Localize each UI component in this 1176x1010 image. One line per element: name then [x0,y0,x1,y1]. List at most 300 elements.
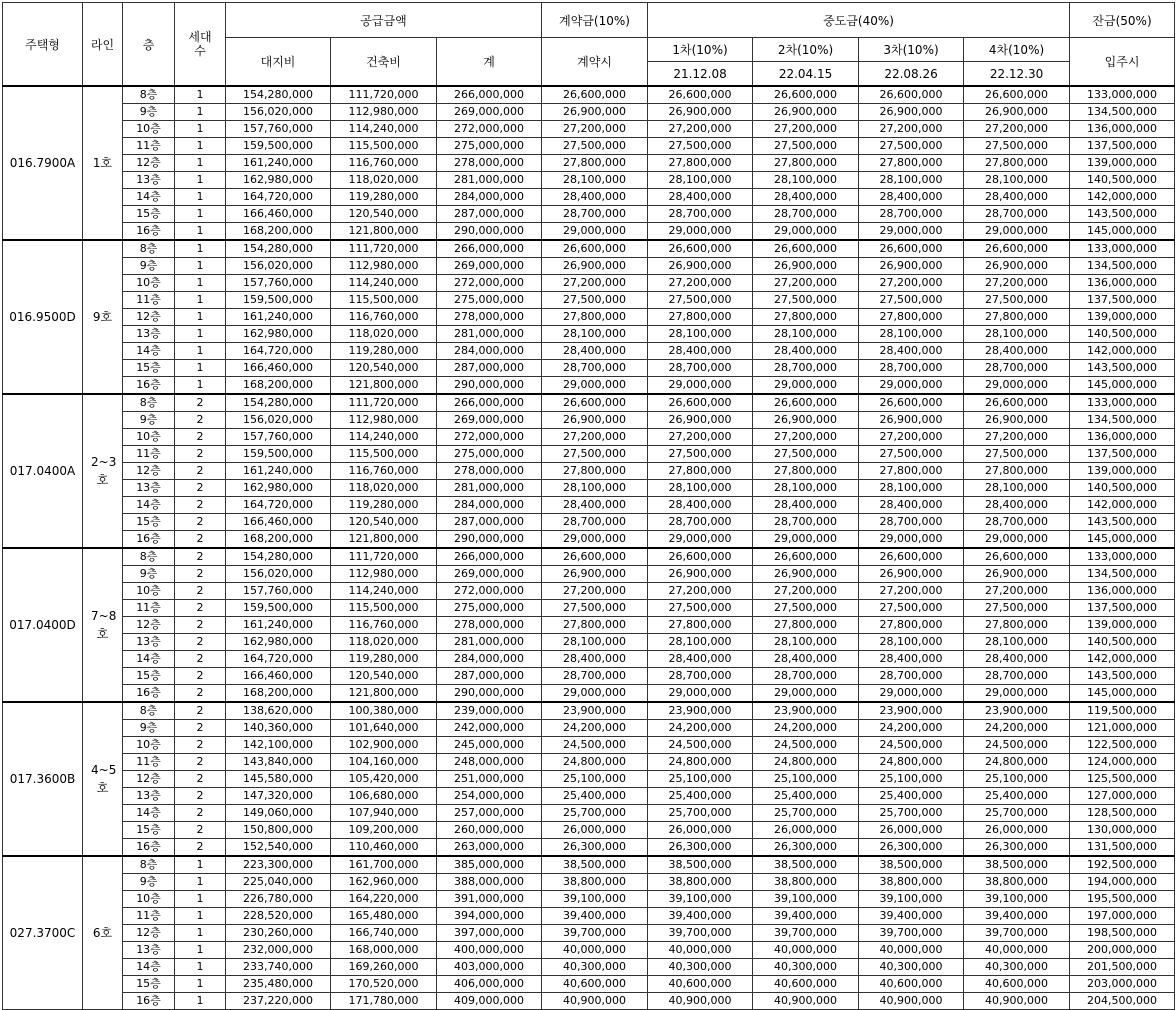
middle3-cell: 27,800,000 [859,617,964,634]
balance-cell: 204,500,000 [1070,993,1175,1010]
land-cell: 235,480,000 [226,976,331,993]
house-type-cell: 017.0400D [3,548,83,702]
middle3-cell: 23,900,000 [859,702,964,720]
middle1-cell: 25,700,000 [648,805,753,822]
deposit-cell: 39,400,000 [542,908,648,925]
middle4-cell: 29,000,000 [964,377,1070,395]
balance-cell: 137,500,000 [1070,446,1175,463]
building-cell: 111,720,000 [331,548,437,566]
total-cell: 266,000,000 [437,240,542,258]
line-label: 2~3호 [91,455,117,487]
units-cell: 2 [175,634,226,651]
land-cell: 149,060,000 [226,805,331,822]
middle1-cell: 39,100,000 [648,891,753,908]
land-cell: 147,320,000 [226,788,331,805]
middle2-cell: 40,000,000 [753,942,859,959]
header-supply: 공급금액 [226,3,542,38]
units-cell: 2 [175,668,226,685]
land-cell: 164,720,000 [226,497,331,514]
middle1-cell: 27,800,000 [648,155,753,172]
middle3-cell: 26,300,000 [859,839,964,857]
land-cell: 230,260,000 [226,925,331,942]
building-cell: 110,460,000 [331,839,437,857]
middle4-cell: 40,600,000 [964,976,1070,993]
table-row [3,908,1175,925]
table-row [3,822,1175,839]
building-cell: 116,760,000 [331,309,437,326]
land-cell: 140,360,000 [226,720,331,737]
units-cell: 2 [175,548,226,566]
middle1-cell: 28,100,000 [648,634,753,651]
middle2-cell: 40,600,000 [753,976,859,993]
units-cell: 2 [175,771,226,788]
total-cell: 287,000,000 [437,360,542,377]
middle2-cell: 27,800,000 [753,309,859,326]
middle3-cell: 40,900,000 [859,993,964,1010]
total-cell: 284,000,000 [437,651,542,668]
middle1-cell: 28,100,000 [648,480,753,497]
building-cell: 105,420,000 [331,771,437,788]
deposit-cell: 38,800,000 [542,874,648,891]
deposit-cell: 29,000,000 [542,531,648,549]
building-cell: 120,540,000 [331,514,437,531]
middle3-cell: 29,000,000 [859,377,964,395]
total-cell: 275,000,000 [437,292,542,309]
land-cell: 145,580,000 [226,771,331,788]
middle1-cell: 26,900,000 [648,258,753,275]
total-cell: 239,000,000 [437,702,542,720]
middle4-cell: 28,400,000 [964,651,1070,668]
land-cell: 168,200,000 [226,531,331,549]
building-cell: 119,280,000 [331,651,437,668]
middle4-cell: 26,900,000 [964,412,1070,429]
header-d3: 22.08.26 [859,62,964,87]
middle4-cell: 26,900,000 [964,104,1070,121]
balance-cell: 143,500,000 [1070,360,1175,377]
floor-cell: 8층 [123,86,175,104]
deposit-cell: 40,300,000 [542,959,648,976]
table-row [3,651,1175,668]
middle3-cell: 28,100,000 [859,480,964,497]
middle4-cell: 27,500,000 [964,600,1070,617]
table-row [3,531,1175,549]
land-cell: 161,240,000 [226,617,331,634]
middle4-cell: 38,800,000 [964,874,1070,891]
floor-cell: 12층 [123,155,175,172]
floor-cell: 9층 [123,720,175,737]
balance-cell: 142,000,000 [1070,189,1175,206]
balance-cell: 195,500,000 [1070,891,1175,908]
balance-cell: 201,500,000 [1070,959,1175,976]
floor-cell: 13층 [123,634,175,651]
middle1-cell: 38,500,000 [648,856,753,874]
middle2-cell: 25,100,000 [753,771,859,788]
middle2-cell: 40,900,000 [753,993,859,1010]
deposit-cell: 29,000,000 [542,377,648,395]
total-cell: 290,000,000 [437,377,542,395]
middle3-cell: 27,800,000 [859,155,964,172]
total-cell: 278,000,000 [437,617,542,634]
header-units-label: 세대수 [188,30,212,58]
total-cell: 275,000,000 [437,138,542,155]
middle1-cell: 26,900,000 [648,412,753,429]
line-label: 9호 [92,310,113,324]
middle2-cell: 27,200,000 [753,429,859,446]
middle3-cell: 27,200,000 [859,275,964,292]
middle4-cell: 28,100,000 [964,480,1070,497]
total-cell: 269,000,000 [437,566,542,583]
table-row [3,788,1175,805]
deposit-cell: 38,500,000 [542,856,648,874]
deposit-cell: 24,500,000 [542,737,648,754]
header-balance-sub: 입주시 [1070,38,1175,87]
balance-cell: 133,000,000 [1070,86,1175,104]
total-cell: 260,000,000 [437,822,542,839]
units-cell: 1 [175,86,226,104]
middle4-cell: 27,200,000 [964,121,1070,138]
table-row [3,548,1175,566]
header-land: 대지비 [226,38,331,87]
middle4-cell: 26,900,000 [964,258,1070,275]
building-cell: 166,740,000 [331,925,437,942]
total-cell: 272,000,000 [437,275,542,292]
floor-cell: 9층 [123,258,175,275]
middle1-cell: 27,200,000 [648,583,753,600]
middle3-cell: 27,500,000 [859,600,964,617]
middle4-cell: 24,500,000 [964,737,1070,754]
middle3-cell: 28,100,000 [859,326,964,343]
header-d2: 22.04.15 [753,62,859,87]
total-cell: 278,000,000 [437,155,542,172]
land-cell: 157,760,000 [226,429,331,446]
building-cell: 107,940,000 [331,805,437,822]
middle4-cell: 27,800,000 [964,463,1070,480]
building-cell: 168,000,000 [331,942,437,959]
middle3-cell: 39,100,000 [859,891,964,908]
middle2-cell: 28,400,000 [753,189,859,206]
middle2-cell: 28,700,000 [753,668,859,685]
middle1-cell: 28,400,000 [648,497,753,514]
middle1-cell: 27,500,000 [648,292,753,309]
units-cell: 2 [175,788,226,805]
balance-cell: 137,500,000 [1070,292,1175,309]
middle4-cell: 28,700,000 [964,206,1070,223]
land-cell: 159,500,000 [226,138,331,155]
land-cell: 156,020,000 [226,412,331,429]
land-cell: 138,620,000 [226,702,331,720]
units-cell: 1 [175,292,226,309]
total-cell: 272,000,000 [437,583,542,600]
middle2-cell: 25,400,000 [753,788,859,805]
building-cell: 120,540,000 [331,360,437,377]
land-cell: 223,300,000 [226,856,331,874]
middle3-cell: 26,600,000 [859,240,964,258]
deposit-cell: 40,000,000 [542,942,648,959]
deposit-cell: 26,900,000 [542,258,648,275]
middle3-cell: 26,600,000 [859,394,964,412]
middle2-cell: 29,000,000 [753,531,859,549]
table-row [3,412,1175,429]
middle4-cell: 28,400,000 [964,189,1070,206]
units-cell: 1 [175,309,226,326]
deposit-cell: 26,900,000 [542,412,648,429]
land-cell: 154,280,000 [226,240,331,258]
table-row [3,86,1175,104]
middle1-cell: 28,100,000 [648,326,753,343]
deposit-cell: 39,100,000 [542,891,648,908]
land-cell: 159,500,000 [226,292,331,309]
middle1-cell: 28,700,000 [648,360,753,377]
units-cell: 1 [175,223,226,241]
middle2-cell: 26,000,000 [753,822,859,839]
middle1-cell: 28,400,000 [648,343,753,360]
middle1-cell: 26,300,000 [648,839,753,857]
middle4-cell: 39,700,000 [964,925,1070,942]
balance-cell: 142,000,000 [1070,497,1175,514]
middle1-cell: 28,700,000 [648,668,753,685]
line-cell [83,394,123,548]
deposit-cell: 28,100,000 [542,172,648,189]
building-cell: 115,500,000 [331,138,437,155]
middle4-cell: 27,800,000 [964,617,1070,634]
floor-cell: 13층 [123,172,175,189]
middle3-cell: 28,700,000 [859,514,964,531]
total-cell: 278,000,000 [437,463,542,480]
middle1-cell: 27,800,000 [648,617,753,634]
middle3-cell: 26,900,000 [859,104,964,121]
middle3-cell: 26,900,000 [859,258,964,275]
middle2-cell: 28,700,000 [753,360,859,377]
building-cell: 116,760,000 [331,463,437,480]
middle1-cell: 24,200,000 [648,720,753,737]
deposit-cell: 25,700,000 [542,805,648,822]
building-cell: 114,240,000 [331,121,437,138]
middle2-cell: 24,500,000 [753,737,859,754]
middle3-cell: 25,400,000 [859,788,964,805]
middle3-cell: 26,000,000 [859,822,964,839]
middle2-cell: 27,200,000 [753,583,859,600]
floor-cell: 14층 [123,343,175,360]
table-row [3,942,1175,959]
units-cell: 1 [175,942,226,959]
middle3-cell: 27,500,000 [859,292,964,309]
deposit-cell: 27,800,000 [542,309,648,326]
units-cell: 1 [175,874,226,891]
table-row [3,206,1175,223]
middle2-cell: 28,400,000 [753,497,859,514]
balance-cell: 136,000,000 [1070,275,1175,292]
middle3-cell: 26,900,000 [859,412,964,429]
price-table [2,2,1175,1010]
total-cell: 245,000,000 [437,737,542,754]
header-building: 건축비 [331,38,437,87]
middle1-cell: 38,800,000 [648,874,753,891]
line-label: 6호 [92,926,113,940]
balance-cell: 145,000,000 [1070,223,1175,241]
floor-cell: 12층 [123,617,175,634]
balance-cell: 139,000,000 [1070,617,1175,634]
middle4-cell: 24,200,000 [964,720,1070,737]
header-m1: 1차(10%) [648,38,753,62]
balance-cell: 131,500,000 [1070,839,1175,857]
units-cell: 1 [175,155,226,172]
deposit-cell: 26,000,000 [542,822,648,839]
house-type-cell: 016.7900A [3,86,83,240]
middle3-cell: 28,100,000 [859,172,964,189]
building-cell: 169,260,000 [331,959,437,976]
middle1-cell: 27,500,000 [648,600,753,617]
middle3-cell: 27,500,000 [859,446,964,463]
balance-cell: 198,500,000 [1070,925,1175,942]
table-row [3,925,1175,942]
middle1-cell: 26,900,000 [648,104,753,121]
table-row [3,720,1175,737]
total-cell: 266,000,000 [437,86,542,104]
header-units [175,3,226,87]
units-cell: 2 [175,446,226,463]
middle2-cell: 28,100,000 [753,634,859,651]
total-cell: 284,000,000 [437,343,542,360]
deposit-cell: 28,700,000 [542,360,648,377]
table-row [3,737,1175,754]
table-row [3,394,1175,412]
middle3-cell: 28,400,000 [859,651,964,668]
middle4-cell: 27,800,000 [964,155,1070,172]
units-cell: 1 [175,908,226,925]
middle2-cell: 38,500,000 [753,856,859,874]
middle1-cell: 26,900,000 [648,566,753,583]
table-row [3,668,1175,685]
building-cell: 120,540,000 [331,668,437,685]
middle4-cell: 26,600,000 [964,394,1070,412]
building-cell: 114,240,000 [331,429,437,446]
floor-cell: 10층 [123,583,175,600]
land-cell: 168,200,000 [226,223,331,241]
land-cell: 164,720,000 [226,189,331,206]
total-cell: 287,000,000 [437,206,542,223]
units-cell: 2 [175,531,226,549]
middle1-cell: 27,500,000 [648,446,753,463]
line-cell [83,86,123,240]
balance-cell: 128,500,000 [1070,805,1175,822]
total-cell: 266,000,000 [437,548,542,566]
deposit-cell: 28,400,000 [542,651,648,668]
table-row [3,805,1175,822]
middle2-cell: 27,500,000 [753,292,859,309]
land-cell: 161,240,000 [226,309,331,326]
balance-cell: 140,500,000 [1070,480,1175,497]
total-cell: 275,000,000 [437,446,542,463]
middle4-cell: 29,000,000 [964,223,1070,241]
floor-cell: 15층 [123,514,175,531]
balance-cell: 133,000,000 [1070,548,1175,566]
balance-cell: 136,000,000 [1070,121,1175,138]
floor-cell: 14층 [123,651,175,668]
table-row [3,514,1175,531]
building-cell: 104,160,000 [331,754,437,771]
land-cell: 161,240,000 [226,155,331,172]
building-cell: 170,520,000 [331,976,437,993]
middle3-cell: 24,200,000 [859,720,964,737]
table-row [3,976,1175,993]
middle1-cell: 28,400,000 [648,189,753,206]
total-cell: 287,000,000 [437,514,542,531]
units-cell: 2 [175,822,226,839]
middle3-cell: 27,800,000 [859,309,964,326]
balance-cell: 130,000,000 [1070,822,1175,839]
middle1-cell: 27,800,000 [648,309,753,326]
floor-cell: 15층 [123,360,175,377]
land-cell: 156,020,000 [226,566,331,583]
deposit-cell: 27,800,000 [542,155,648,172]
middle4-cell: 28,700,000 [964,360,1070,377]
building-cell: 165,480,000 [331,908,437,925]
middle1-cell: 26,600,000 [648,86,753,104]
deposit-cell: 27,200,000 [542,583,648,600]
middle4-cell: 27,800,000 [964,309,1070,326]
middle2-cell: 27,800,000 [753,463,859,480]
table-row [3,343,1175,360]
middle1-cell: 40,600,000 [648,976,753,993]
table-row [3,275,1175,292]
land-cell: 166,460,000 [226,668,331,685]
land-cell: 162,980,000 [226,634,331,651]
total-cell: 290,000,000 [437,223,542,241]
table-row [3,172,1175,189]
units-cell: 2 [175,720,226,737]
middle4-cell: 28,400,000 [964,497,1070,514]
balance-cell: 197,000,000 [1070,908,1175,925]
building-cell: 121,800,000 [331,685,437,703]
middle4-cell: 26,000,000 [964,822,1070,839]
table-row [3,223,1175,241]
deposit-cell: 24,200,000 [542,720,648,737]
deposit-cell: 28,400,000 [542,189,648,206]
balance-cell: 134,500,000 [1070,104,1175,121]
total-cell: 284,000,000 [437,497,542,514]
middle4-cell: 27,500,000 [964,138,1070,155]
deposit-cell: 26,900,000 [542,104,648,121]
units-cell: 1 [175,993,226,1010]
land-cell: 232,000,000 [226,942,331,959]
total-cell: 278,000,000 [437,309,542,326]
table-row [3,360,1175,377]
units-cell: 1 [175,856,226,874]
land-cell: 156,020,000 [226,104,331,121]
header-deposit: 계약금(10%) [542,3,648,38]
middle4-cell: 26,300,000 [964,839,1070,857]
middle4-cell: 26,600,000 [964,86,1070,104]
middle2-cell: 28,700,000 [753,514,859,531]
middle3-cell: 27,200,000 [859,429,964,446]
total-cell: 397,000,000 [437,925,542,942]
middle2-cell: 27,500,000 [753,446,859,463]
middle1-cell: 26,600,000 [648,548,753,566]
middle2-cell: 28,100,000 [753,172,859,189]
deposit-cell: 27,200,000 [542,275,648,292]
floor-cell: 12층 [123,463,175,480]
deposit-cell: 40,900,000 [542,993,648,1010]
units-cell: 1 [175,925,226,942]
middle2-cell: 38,800,000 [753,874,859,891]
line-cell [83,548,123,702]
units-cell: 1 [175,377,226,395]
total-cell: 269,000,000 [437,104,542,121]
middle1-cell: 29,000,000 [648,377,753,395]
units-cell: 1 [175,360,226,377]
middle3-cell: 29,000,000 [859,531,964,549]
building-cell: 114,240,000 [331,583,437,600]
